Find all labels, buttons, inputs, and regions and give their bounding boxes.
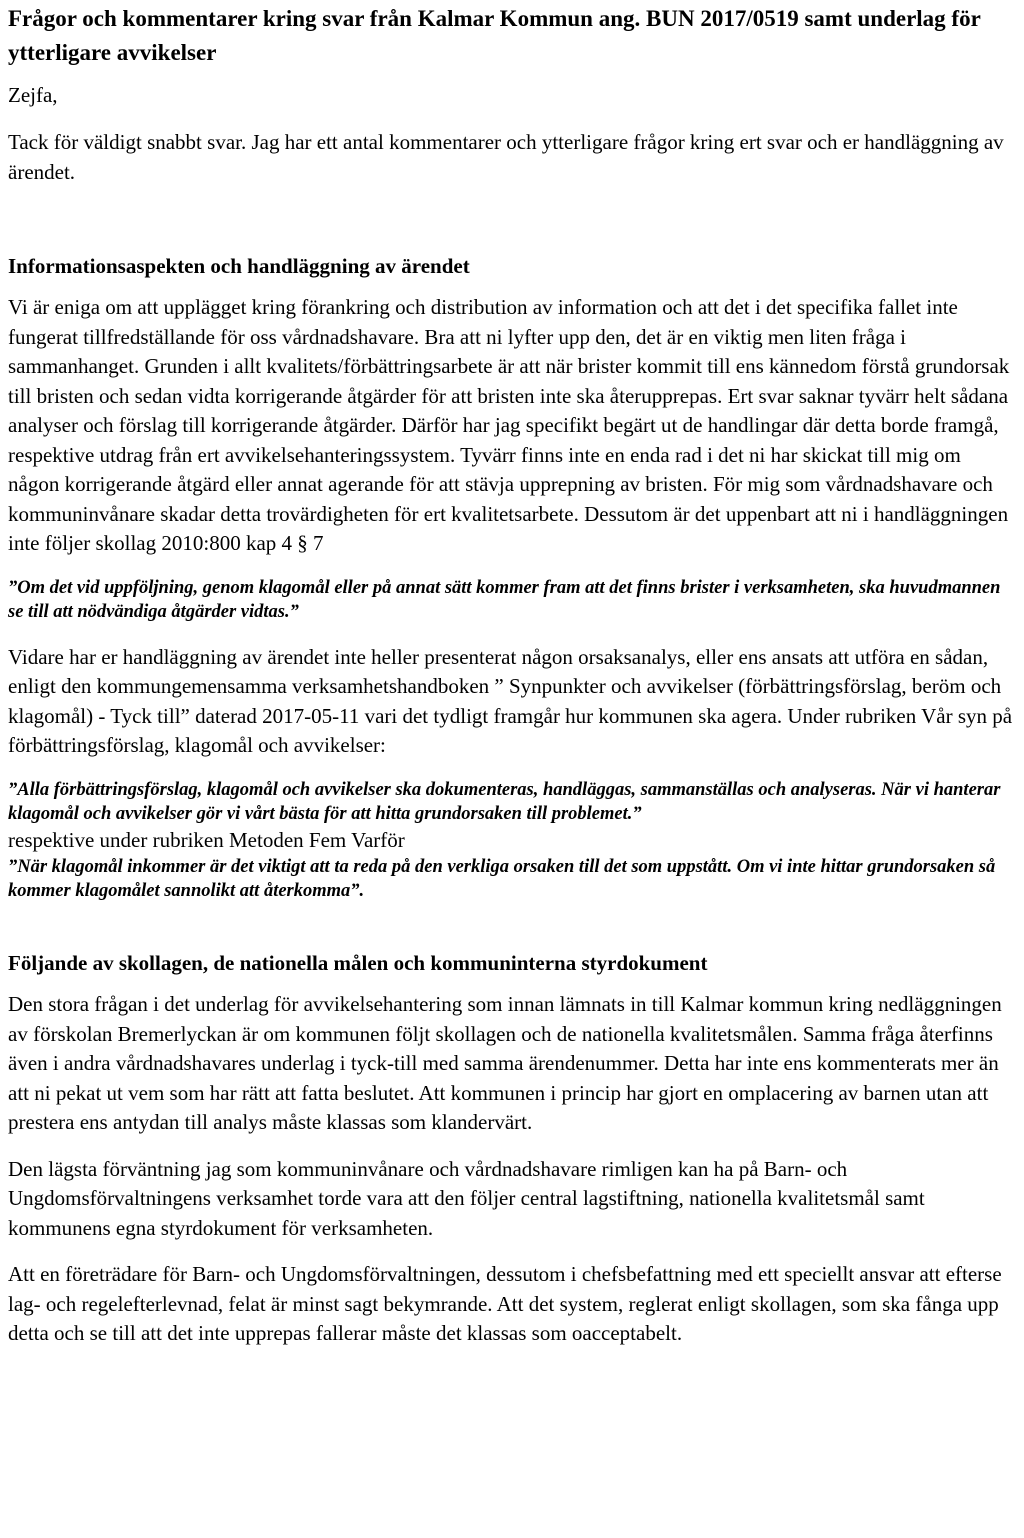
section-heading-information: Informationsaspekten och handläggning av ärendet: [8, 254, 470, 278]
intro-paragraph: Tack för väldigt snabbt svar. Jag har ett antal kommentarer och ytterligare frågor kring ert svar och er handläggning av ärendet.: [8, 130, 1004, 184]
body-paragraph: Vidare har er handläggning av ärendet inte heller presenterat någon orsaksanalys, eller ens ansats att utföra en sådan, enligt den kommungemensamma verksamhetshandboken ” Synpunkter och avvikelser (förbättringsförslag, beröm och klagomål) - Tyck till” daterad 2017-05-11 vari det tydligt framgår hur kommunen ska agera. Under rubriken Vår syn på förbättringsförslag, klagomål och avvikelser:: [8, 644, 1013, 757]
document-title: Frågor och kommentarer kring svar från Kalmar Kommun ang. BUN 2017/0519 samt underlag för ytterligare avvikelser: [8, 6, 981, 65]
body-paragraph: Den lägsta förväntning jag som kommuninvånare och vårdnadshavare rimligen kan ha på Barn- och Ungdomsförvaltningens verksamhet torde vara att den följer central lagstiftning, nationella kvalitetsmål samt kommunens egna styrdokument för verksamheten.: [8, 1156, 925, 1240]
quote-fem-varfor: ”När klagomål inkommer är det viktigt att ta reda på den verkliga orsaken till det som uppstått. Om vi inte hittar grundorsaken så kommer klagomålet sannolikt att återkomma”.: [8, 857, 996, 901]
connector-text: respektive under rubriken Metoden Fem Varför: [8, 827, 405, 852]
body-paragraph: Vi är eniga om att upplägget kring förankring och distribution av information och att det i det specifika fallet inte fungerat tillfredställande för oss vårdnadshavare. Bra att ni lyfter upp den, det är en viktig men liten fråga i sammanhanget. Grunden i allt kvalitets/förbättringsarbete är att när brister kommit till ens kännedom förstå grundorsak till bristen och sedan vidta korrigerande åtgärder för att bristen inte ska återupprepas. Ert svar saknar tyvärr helt sådana analyser och förslag till korrigerande åtgärder. Därför har jag specifikt begärt ut de handlingar där detta borde framgå, respektive utdrag från ert avvikelsehanteringssystem. Tyvärr finns inte en enda rad i det ni har skickat till mig om någon korrigerande åtgärd eller annat agerande för att stävja upprepning av bristen. För mig som vårdnadshavare och kommuninvånare skadar detta trovärdigheten för ert kvalitetsarbete. Dessutom är det uppenbart att ni i handläggningen inte följer skollag 2010:800 kap 4 § 7: [8, 295, 1010, 555]
body-paragraph: Den stora frågan i det underlag för avvikelsehantering som innan lämnats in till Kalmar kommun kring nedläggningen av förskolan Bremerlyckan är om kommunen följt skollagen och de nationella kvalitetsmålen. Samma fråga återfinns även i andra vårdnadshavares underlag i tyck-till med samma ärendenummer. Detta har inte ens kommenterats mer än att ni pekat ut vem som har rätt att fatta beslutet. Att kommunen i princip har gjort en omplacering av barnen utan att prestera ens antydan till analys måste klassas som klandervärt.: [8, 992, 1002, 1134]
section-heading-skollagen: Följande av skollagen, de nationella målen och kommuninterna styrdokument: [8, 951, 708, 975]
quote-verksamhetshandbok: ”Alla förbättringsförslag, klagomål och avvikelser ska dokumenteras, handläggas, sammanställas och analyseras. När vi hanterar klagomål och avvikelser gör vi vårt bästa för att hitta grundorsaken till problemet.”: [8, 779, 1001, 824]
body-paragraph: Att en företrädare för Barn- och Ungdomsförvaltningen, dessutom i chefsbefattning med ett speciellt ansvar att efterse lag- och regelefterlevnad, felat är minst sagt bekymrande. Att det system, reglerat enligt skollagen, som ska fånga upp detta och se till att det inte upprepas fallerar måste det klassas som oacceptabelt.: [8, 1262, 1002, 1345]
quote-skollag: ”Om det vid uppföljning, genom klagomål eller på annat sätt kommer fram att det finns brister i verksamheten, ska huvudmannen se till att nödvändiga åtgärder vidtas.”: [8, 577, 1001, 622]
greeting: Zejfa,: [8, 83, 58, 107]
